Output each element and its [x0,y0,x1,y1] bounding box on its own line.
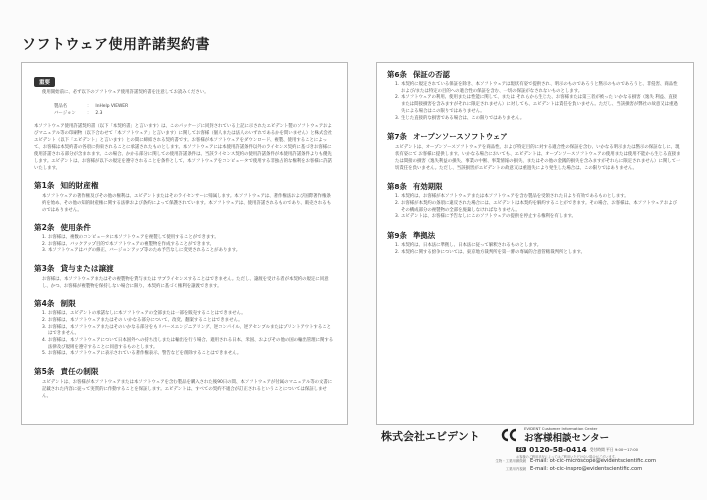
article-title: 準拠法 [412,231,436,241]
article-item: 3. お客様は、本ソフトウェアまたはそのいかなる部分をもリバースエンジニアリング、逆コンパイル、逆アセンブルまたはプリントアウトすることはできません。 [42,324,331,337]
article-heading [34,180,335,191]
article-section [34,180,335,214]
article-item: 3. 本ソフトウェアはバグの修正、バージョンアップ等のため予告なしに変更されることがあります。 [42,248,241,254]
article-title: 貸与または譲渡 [60,264,114,274]
article-heading [387,69,681,80]
version-label: バージョン [54,111,76,116]
phone-row [516,445,638,454]
article-title: 使用条件 [60,223,91,232]
article-item: 5. お客様は、本ソフトウェアに表示されている著作権表示、警告などを削除することはできません。 [42,351,242,357]
article-body: エビデントは、オープンソースソフトウェアを商品性、および特定目的に対する適合性の保証を含む、いかなる明示または黙示の保証なしに、現状有姿にて お客様に提供します。いかなる場合においても、エビデントは、オープンソースソフトウェアの使用または使用不能から生じる直接または間接の損害（逸失利益の損失、事業の中断、事業情報の損失、またはその他の金銭的損失を含みますがそれらに限定されません）に関して一切責任を負いません。ただし、当該損害がエビデントの故意又は重過失により発生した場合は、この限りではありません。 [395,145,681,172]
article-section [387,181,681,221]
article-item: 2. 本契約に関する紛争については、東京地方裁判所を第一審の専属的合意管轄裁判所とします。 [395,249,585,255]
article-section [34,366,335,400]
article-heading [34,298,335,309]
article-section [34,263,335,290]
product-label: 製品名 [54,104,68,109]
left-panel [21,62,348,425]
article-item: 1. 本契約に規定されている保証を除き、本ソフトウェアは現状有姿で提供され、明示のものであろうと黙示のものであろうと、非侵害、商品性および/または特定の目的への適合性の保証を含む、一切の保証がなされないものとします。 [395,82,678,94]
phone-number[interactable]: 0120-58-0414 [529,445,587,454]
important-tag: 重要 [34,77,55,87]
article-items [387,194,681,221]
article-item: 2. 本ソフトウェアの利用、使用または性能に関して、または それらから生じた、お客様または第三者が被った いかなる損害（逸失 利益、直接または間接損害を含みますがそれに限定されません）に対しても、エビデントは責任を負いません。ただし、当該損害が弊社の故意又は重過失による場合はこの限りではありません。 [395,95,678,114]
article-number: 第1条 [34,181,55,190]
article-body: お客様は、本ソフトウェアまたはその複製物を貸与または サブライセンスすることはできません。ただし、譲渡を受ける者が本契約の規定に同意し、かつ、お客様が複製物を保持しない場合に限り、本契約に基づく権利を譲渡できます。 [42,277,329,290]
right-panel [376,62,694,425]
email-inspro[interactable]: E-mail: ot-cic-inspro@evidentscientific.com [530,466,643,472]
center-name-jp: お客様相談センター [524,433,610,444]
article-heading [34,366,335,377]
article-number: 第4条 [34,299,55,309]
center-name-en: EVIDENT Customer Information Center [524,426,598,431]
article-body: エビデントは、お客様が本ソフトウェアまたは本ソフトウェアを含む製品を購入された後90日の間、本ソフトウェアが付属のマニュアル等の文書に記載された内容に従って実質的に作動することを保証します。エビデントは、すべての契約不適合が訂正されるということについては保証しません。 [42,380,333,400]
article-heading [387,181,681,192]
article-number: 第6条 [387,70,407,79]
article-number: 第8条 [387,182,407,192]
article-heading [34,222,335,233]
intro-text: 使用開始前に、必ず以下のソフトウェア使用許諾契約書を注意してお読みください。 [42,90,209,95]
article-number: 第2条 [34,223,55,232]
company-name: 株式会社エビデント [381,430,480,443]
article-items [387,82,681,122]
article-heading [387,131,681,142]
article-section [387,230,681,256]
article-item: 1. お客様は、エビデントの承諾なしに本ソフトウェアの全部または一部を販売することはできません。 [42,311,246,317]
email-label-inspro: 工業用内視鏡 [505,467,526,471]
evident-logo-icon [497,428,519,442]
article-item: 1. 本契約は、お客様が本ソフトウェアまたは本ソフトウェアを含む製品を受領された日より有効であるものとします。 [395,194,629,200]
article-title: 保証の否認 [412,70,450,79]
article-title: オープンソースソフトウェア [412,132,508,142]
free-dial-icon: FD [518,447,525,452]
article-heading [387,230,681,241]
article-item: 1. 本契約は、日本法に準拠し、日本法に従って解釈されるものとします。 [395,243,542,249]
product-info: 製品名 ： InHelp VIEWER バージョン ： 2.3 [54,104,129,116]
article-item: 2. お客様は、本ソフトウェアまたはその いかなる部分について、改変、翻案することはできません。 [42,317,243,323]
document-title: ソフトウェア使用許諾契約書 [22,37,210,53]
article-item: 3. 生じた直接的な損害である場合は、この限りではありません。 [395,115,525,121]
email-label-microscope: 生物・工業用顕微鏡 [495,459,526,463]
article-items [34,235,335,255]
article-body: 本ソフトウェアの著作権及びその他の権利は、エビデントまたはそのライセンサーに帰属します。本ソフトウェアは、著作権法および国際著作権条約を始め、その他の知的財産権に関する法律および条約によって保護されています。本ソフトウェアは、使用許諾されるものであり、販売されるものではありません。 [42,194,332,213]
article-section [387,131,681,172]
article-title: 有効期限 [412,182,443,192]
left-sections [34,180,335,400]
article-number: 第5条 [34,367,55,377]
article-item: 4. お客様は、本ソフトウェアについて日本国外への持ち出しまたは輸出を行う場合、適用される日本、米国、およびその他の国の輸出管理に関する法律及び規則を遵守することに同意するものとします。 [42,337,334,350]
email-microscope[interactable]: E-mail: ot-cic-microscope@evidentscientific.com [530,458,657,464]
article-number: 第3条 [34,264,55,274]
email-row-microscope [492,458,656,464]
article-items [387,243,681,256]
phone-note: お客様のご利用状況によってはご利用いただけない場合がございます。 [516,455,618,459]
article-title: 制限 [60,299,76,309]
business-hours: 受付時間 平日 9:00〜17:00 [589,446,639,452]
article-section [34,222,335,255]
article-item: 3. エビデントは、お客様に予告なしにこのソフトウェアの提供を停止する権利を有します。 [395,214,576,220]
article-title: 責任の制限 [60,367,99,377]
article-number: 第9条 [387,231,407,241]
article-items [34,311,335,358]
right-sections [387,69,681,256]
article-title: 知的財産権 [60,181,99,190]
article-item: 1. お客様は、複数のコンピュータに本ソフトウェアを複製して使用することができます。 [42,235,219,240]
email-row-inspro [492,466,642,472]
lead-paragraph: 本ソフトウェア使用許諾契約書（以下「本契約書」と言います）は、このパッケージに同封されている上記に示されたエビデント製のソフトウェアおよびマニュアル等の印刷物（以下合わせて「本ソフトウェア」と言います）に関してお客様（個人または法人のいずれであるかを問いません）と株式会社エビデント（以下「エビデント」と言います）との間に締結される契約書です。お客様が本ソフトウェアをダウンロード、複製、使用することによって、お客様は本契約書の各項に拘束されることに承諾されたものとします。本ソフトウェアには本使用許諾条件以外のライセンス契約に基づきお客様に使用許諾される部分が含まれます。この場合、かかる部分に関しての使用許諾条件は、当該ライセンス契約の使用許諾条件が本使用許諾条件よりも優先します。エビデントは、お客様が以下の規定を遵守されることを条件として、本ソフトウェアをコンピュータで使用する非独占的な権利をお客様に許諾いたします。 [34,124,333,171]
article-section [387,69,681,122]
version-value: 2.3 [95,111,103,116]
article-item: 2. お客様は、バックアップ目的で本ソフトウェアの複製物を作成することができます。 [42,241,215,247]
article-section [34,298,335,358]
product-name: InHelp VIEWER [95,104,129,109]
article-item: 2. お客様が本契約の条項に違反された場合には、エビデントは本契約を解約することができます。その場合、お客様は、本ソフトウェアおよびその構成部分の複製物の全部を廃棄しなければなりません。 [395,200,677,213]
article-heading [34,263,335,274]
article-number: 第7条 [387,132,407,142]
